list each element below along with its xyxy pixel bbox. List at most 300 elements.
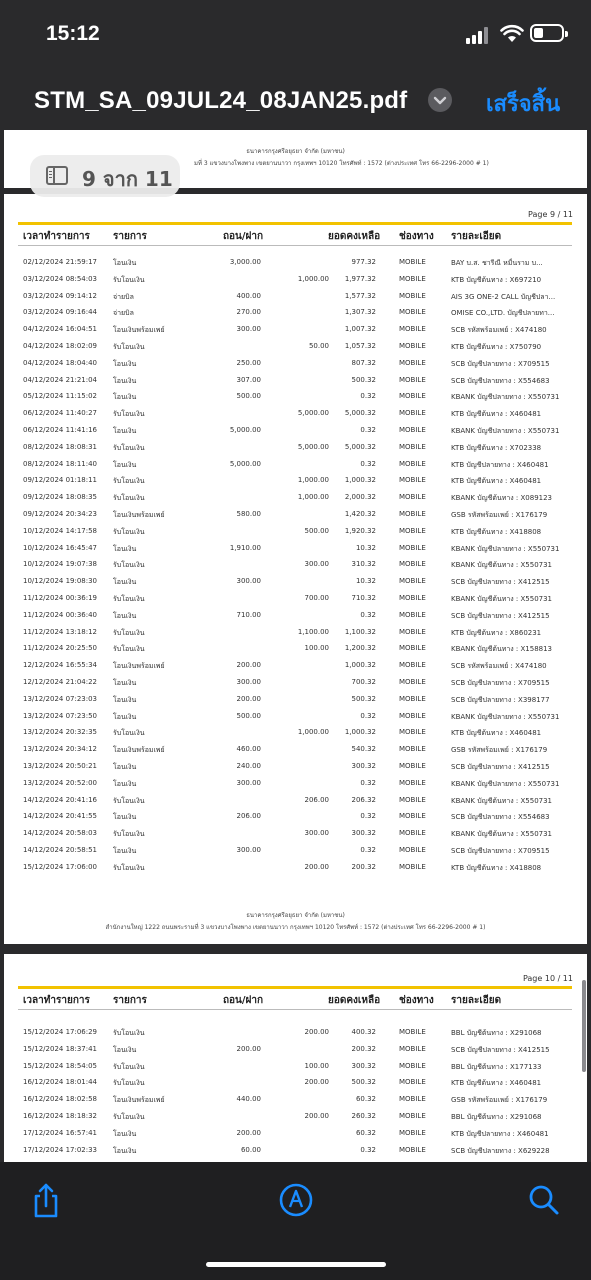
cell-det: SCB บัญชีปลายทาง : X709515 (451, 679, 550, 687)
markup-pen-icon (276, 1180, 316, 1220)
page-number: Page 10 / 11 (522, 974, 573, 983)
cell-ch: MOBILE (399, 711, 426, 720)
cell-out: 270.00 (236, 308, 261, 317)
cell-type: โอนเงิน (113, 763, 137, 771)
cell-in: 200.00 (304, 1078, 329, 1087)
cell-ch: MOBILE (399, 644, 426, 653)
table-row (18, 691, 572, 707)
cell-out: 440.00 (236, 1095, 261, 1104)
cell-bal: 1,307.32 (344, 308, 376, 317)
table-row (18, 254, 572, 270)
table-row (18, 405, 572, 421)
done-button[interactable]: เสร็จสิ้น (486, 91, 561, 116)
cell-type: รับโอนเงิน (113, 595, 145, 603)
cell-date: 05/12/2024 11:15:02 (23, 392, 98, 401)
col-header-type: รายการ (113, 995, 147, 1006)
cell-date: 09/12/2024 01:18:11 (23, 476, 98, 485)
cell-bal: 1,057.32 (344, 342, 376, 350)
cell-date: 11/12/2024 00:36:40 (23, 610, 98, 619)
cell-ch: MOBILE (399, 493, 426, 502)
cell-ch: MOBILE (399, 1145, 426, 1154)
cell-ch: MOBILE (399, 1078, 426, 1087)
table-row (18, 724, 572, 740)
cell-ch: MOBILE (399, 1028, 426, 1036)
table-row (18, 1024, 572, 1040)
cell-date: 13/12/2024 07:23:03 (23, 694, 98, 703)
cell-in: 5,000.00 (297, 409, 329, 418)
cell-ch: MOBILE (399, 375, 426, 384)
cell-ch: MOBILE (399, 1061, 426, 1070)
cell-ch: MOBILE (399, 627, 426, 636)
cell-ch: MOBILE (399, 426, 426, 434)
cell-det: BBL บัญชีต้นทาง : X291068 (451, 1029, 542, 1037)
cell-in: 50.00 (308, 342, 329, 350)
cell-det: SCB รหัสพร้อมเพย์ : X474180 (451, 326, 547, 335)
cell-ch: MOBILE (399, 291, 426, 300)
cell-out: 300.00 (236, 325, 261, 334)
cell-bal: 300.32 (351, 1061, 376, 1070)
cell-det: SCB รหัสพร้อมเพย์ : X474180 (451, 662, 547, 671)
pdf-page-9 (4, 194, 587, 944)
markup-button[interactable] (276, 1180, 316, 1220)
cell-bal: 0.32 (360, 711, 376, 720)
table-row (18, 708, 572, 724)
cell-date: 11/12/2024 20:25:50 (23, 644, 98, 653)
cell-date: 04/12/2024 21:21:04 (23, 375, 98, 384)
cell-type: โอนเงิน (113, 813, 137, 822)
cell-date: 14/12/2024 20:41:55 (23, 812, 98, 821)
cell-out: 250.00 (236, 358, 261, 367)
table-row (18, 1058, 572, 1074)
cell-in: 300.00 (304, 560, 329, 569)
cell-det: KTB บัญชีต้นทาง : X460481 (451, 477, 542, 486)
cell-bal: 0.32 (360, 812, 376, 821)
table-row (18, 271, 572, 287)
page-indicator-label: 9 จาก 11 (82, 167, 173, 191)
cell-bal: 400.32 (351, 1028, 376, 1036)
cell-det: KTB บัญชีต้นทาง : X702338 (451, 443, 542, 452)
cell-type: โอนเงิน (113, 578, 137, 587)
cell-type: โอนเงิน (113, 393, 137, 402)
cell-det: KTB บัญชีปลายทาง : X460481 (451, 1129, 549, 1138)
pdf-viewer[interactable] (0, 130, 591, 1162)
cell-out: 5,000.00 (229, 459, 261, 468)
cell-out: 300.00 (236, 678, 261, 686)
cell-ch: MOBILE (399, 661, 426, 670)
cell-det: KBANK บัญชีปลายทาง : X550731 (451, 544, 560, 553)
cell-out: 307.00 (236, 375, 261, 384)
table-row (18, 640, 572, 656)
cell-type: รับโอนเงิน (113, 343, 145, 351)
cell-type: โอนเงิน (113, 544, 137, 553)
table-row (18, 1108, 572, 1124)
cell-type: โอนเงิน (113, 376, 137, 385)
cell-in: 100.00 (304, 644, 329, 653)
cell-bal: 977.32 (351, 258, 376, 266)
cell-det: KBANK บัญชีต้นทาง : X550731 (451, 830, 553, 839)
home-indicator[interactable] (206, 1262, 386, 1267)
cell-type: รับโอนเงิน (113, 494, 145, 503)
cell-bal: 500.32 (351, 375, 376, 384)
cell-out: 1,910.00 (229, 543, 261, 552)
cell-ch: MOBILE (399, 1112, 426, 1120)
cell-det: KTB บัญชีต้นทาง : X750790 (451, 343, 542, 351)
cell-date: 13/12/2024 20:34:12 (23, 745, 98, 754)
cell-bal: 0.32 (360, 778, 376, 787)
cell-det: SCB บัญชีปลายทาง : X412515 (451, 1045, 550, 1054)
search-icon (524, 1180, 564, 1220)
table-row (18, 624, 572, 640)
share-button[interactable] (26, 1180, 66, 1220)
cell-type: โอนเงิน (113, 427, 137, 435)
cell-ch: MOBILE (399, 610, 426, 619)
table-row (18, 304, 572, 320)
table-row (18, 1125, 572, 1141)
cell-ch: MOBILE (399, 778, 426, 787)
page-footer-bank-name: ธนาคารกรุงศรีอยุธยา จำกัด (มหาชน) (246, 148, 345, 155)
cell-out: 206.00 (236, 812, 261, 821)
cell-bal: 0.32 (360, 846, 376, 854)
cell-type: โอนเงิน (113, 1129, 137, 1138)
cell-bal: 807.32 (351, 358, 376, 367)
col-header-balance: ยอดคงเหลือ (328, 995, 381, 1006)
cell-ch: MOBILE (399, 560, 426, 569)
cell-type: รับโอนเงิน (113, 477, 145, 486)
table-row (18, 1041, 572, 1057)
col-header-time: เวลาทำรายการ (23, 995, 90, 1006)
table-row (18, 674, 572, 690)
cell-bal: 5,000.32 (344, 409, 376, 418)
cell-in: 200.00 (304, 1112, 329, 1120)
cell-in: 206.00 (304, 795, 329, 804)
cell-det: KTB บัญชีต้นทาง : X860231 (451, 628, 542, 637)
cell-det: SCB บัญชีปลายทาง : X398177 (451, 695, 550, 704)
cell-date: 15/12/2024 18:54:05 (23, 1061, 98, 1070)
cell-date: 12/12/2024 21:04:22 (23, 678, 98, 686)
cell-ch: MOBILE (399, 476, 426, 485)
cell-bal: 1,977.32 (344, 274, 376, 283)
cell-type: จ่ายบิล (113, 309, 134, 318)
cell-bal: 310.32 (351, 560, 376, 569)
cell-date: 13/12/2024 20:52:00 (23, 778, 98, 787)
cell-out: 200.00 (236, 1044, 261, 1053)
cell-ch: MOBILE (399, 274, 426, 283)
cell-det: KBANK บัญชีปลายทาง : X550731 (451, 393, 560, 402)
cell-ch: MOBILE (399, 862, 426, 871)
cell-ch: MOBILE (399, 325, 426, 334)
cell-bal: 500.32 (351, 1078, 376, 1087)
cell-ch: MOBILE (399, 258, 426, 266)
cell-ch: MOBILE (399, 1095, 426, 1104)
cell-date: 04/12/2024 18:02:09 (23, 342, 98, 350)
cell-type: รับโอนเงิน (113, 410, 145, 419)
cell-bal: 1,920.32 (344, 526, 376, 535)
table-row (18, 825, 572, 841)
wifi-icon (500, 24, 524, 44)
cell-out: 300.00 (236, 577, 261, 586)
cell-ch: MOBILE (399, 829, 426, 838)
cell-type: โอนเงินพร้อมเพย์ (113, 746, 165, 755)
cell-date: 11/12/2024 00:36:19 (23, 594, 98, 602)
cell-type: รับโอนเงิน (113, 645, 145, 654)
cell-det: KBANK บัญชีปลายทาง : X550731 (451, 427, 560, 435)
cell-out: 200.00 (236, 1128, 261, 1137)
cell-date: 04/12/2024 16:04:51 (23, 325, 98, 334)
cell-date: 16/12/2024 18:02:58 (23, 1095, 98, 1104)
search-button[interactable] (524, 1180, 564, 1220)
cell-ch: MOBILE (399, 812, 426, 821)
cell-date: 15/12/2024 17:06:00 (23, 862, 98, 871)
cell-bal: 206.32 (351, 795, 376, 804)
cell-date: 15/12/2024 18:37:41 (23, 1044, 98, 1053)
table-row (18, 523, 572, 539)
cell-bal: 10.32 (355, 543, 376, 552)
cell-date: 10/12/2024 16:45:47 (23, 543, 98, 552)
page-footer-address: มที่ 3 แขวงบางโพงพาง เขตยานนาวา กรุงเทพฯ 10120 โทรศัพท์ : 1572 (ต่างประเทศ โทร 66-2296-2000 # 1) (194, 160, 489, 167)
cell-out: 710.00 (236, 610, 261, 619)
cell-type: รับโอนเงิน (113, 1062, 145, 1071)
cell-ch: MOBILE (399, 745, 426, 754)
table-row (18, 338, 572, 354)
page-footer-bank-name: ธนาคารกรุงศรีอยุธยา จำกัด (มหาชน) (246, 912, 345, 919)
cell-bal: 0.32 (360, 426, 376, 434)
cell-ch: MOBILE (399, 594, 426, 602)
cell-type: โอนเงิน (113, 779, 137, 788)
cell-det: SCB บัญชีปลายทาง : X629228 (451, 1146, 550, 1155)
cell-out: 300.00 (236, 778, 261, 787)
document-title[interactable]: STM_SA_09JUL24_08JAN25.pdf (34, 87, 408, 114)
cell-ch: MOBILE (399, 846, 426, 854)
cell-date: 10/12/2024 19:07:38 (23, 560, 98, 569)
cell-type: โอนเงิน (113, 712, 137, 721)
cell-in: 1,000.00 (297, 274, 329, 283)
cell-date: 14/12/2024 20:58:03 (23, 829, 98, 838)
table-row (18, 388, 572, 404)
cell-out: 200.00 (236, 694, 261, 703)
cell-type: รับโอนเงิน (113, 561, 145, 570)
cell-date: 03/12/2024 09:14:12 (23, 291, 98, 300)
table-row (18, 456, 572, 472)
sidebar-icon (46, 166, 68, 185)
cell-date: 13/12/2024 20:50:21 (23, 762, 98, 770)
cell-ch: MOBILE (399, 358, 426, 367)
cell-bal: 200.32 (351, 862, 376, 871)
cell-det: OMISE CO.,LTD. บัญชีปลายทา... (451, 309, 555, 318)
cell-date: 16/12/2024 18:01:44 (23, 1078, 98, 1087)
cell-date: 13/12/2024 07:23:50 (23, 711, 98, 720)
page-footer-address: สำนักงานใหญ่ 1222 ถนนพระรามที่ 3 แขวงบางโพงพาง เขตยานนาวา กรุงเทพฯ 10120 โทรศัพท์ : 1572 (ต่างประเทศ โทร 66-2296-2000 # 1) (105, 924, 486, 931)
cell-type: รับโอนเงิน (113, 628, 145, 637)
cell-date: 10/12/2024 14:17:58 (23, 526, 98, 535)
cell-type: โอนเงิน (113, 679, 137, 687)
table-row (18, 758, 572, 774)
cell-date: 13/12/2024 20:32:35 (23, 728, 98, 737)
cell-bal: 5,000.32 (344, 442, 376, 451)
table-row (18, 506, 572, 522)
table-row (18, 1074, 572, 1090)
cell-type: รับโอนเงิน (113, 729, 145, 738)
cell-type: รับโอนเงิน (113, 830, 145, 839)
cell-type: โอนเงินพร้อมเพย์ (113, 1096, 165, 1105)
table-row (18, 556, 572, 572)
table-row (18, 321, 572, 337)
cell-det: KTB บัญชีปลายทาง : X460481 (451, 460, 549, 469)
table-row (18, 1091, 572, 1107)
cell-date: 06/12/2024 11:40:27 (23, 409, 98, 418)
table-row (18, 472, 572, 488)
cell-ch: MOBILE (399, 308, 426, 317)
cell-type: โอนเงินพร้อมเพย์ (113, 326, 165, 335)
cell-det: SCB บัญชีปลายทาง : X554683 (451, 813, 550, 822)
cell-det: GSB รหัสพร้อมเพย์ : X176179 (451, 1096, 548, 1105)
cell-ch: MOBILE (399, 526, 426, 535)
cell-ch: MOBILE (399, 678, 426, 686)
cell-out: 3,000.00 (229, 258, 261, 266)
cellular-signal-icon (466, 26, 492, 44)
cell-bal: 1,100.32 (344, 627, 376, 636)
battery-icon (530, 24, 564, 42)
cell-type: รับโอนเงิน (113, 796, 145, 805)
cell-in: 1,000.00 (297, 493, 329, 502)
cell-bal: 1,000.32 (344, 661, 376, 670)
table-row (18, 741, 572, 757)
pdf-page-10 (4, 954, 587, 1162)
cell-out: 240.00 (236, 762, 261, 770)
table-row (18, 859, 572, 875)
cell-in: 200.00 (304, 862, 329, 871)
table-row (18, 489, 572, 505)
cell-type: โอนเงินพร้อมเพย์ (113, 511, 165, 519)
cell-date: 03/12/2024 09:16:44 (23, 308, 98, 317)
table-row (18, 792, 572, 808)
col-header-type: รายการ (113, 231, 147, 242)
cell-det: BAY บ.ส. ชารีณี หมื่นราม บ... (451, 259, 543, 267)
cell-date: 15/12/2024 17:06:29 (23, 1028, 98, 1036)
cell-date: 17/12/2024 16:57:41 (23, 1128, 98, 1137)
cell-det: SCB บัญชีปลายทาง : X412515 (451, 611, 550, 620)
cell-bal: 1,420.32 (344, 510, 376, 518)
col-header-channel: ช่องทาง (399, 995, 434, 1006)
cell-type: โอนเงิน (113, 460, 137, 469)
page-indicator[interactable] (30, 155, 180, 197)
table-row (18, 808, 572, 824)
col-header-detail: รายละเอียด (451, 231, 502, 242)
cell-det: KTB บัญชีต้นทาง : X418808 (451, 527, 542, 536)
cell-out: 60.00 (240, 1145, 261, 1154)
nav-bar (0, 72, 591, 128)
table-row (18, 590, 572, 606)
share-icon (26, 1180, 66, 1220)
cell-date: 09/12/2024 20:34:23 (23, 510, 98, 518)
title-menu-button[interactable] (428, 88, 452, 112)
chevron-down-icon (428, 88, 452, 112)
table-row (18, 439, 572, 455)
cell-bal: 0.32 (360, 392, 376, 401)
cell-bal: 700.32 (351, 678, 376, 686)
cell-type: โอนเงิน (113, 359, 137, 368)
cell-ch: MOBILE (399, 543, 426, 552)
cell-ch: MOBILE (399, 409, 426, 418)
cell-type: รับโอนเงิน (113, 863, 145, 872)
col-header-amount: ถอน/ฝาก (223, 231, 264, 242)
cell-type: โอนเงิน (113, 847, 137, 855)
cell-date: 14/12/2024 20:58:51 (23, 846, 98, 854)
cell-bal: 1,577.32 (344, 291, 376, 300)
cell-in: 200.00 (304, 1028, 329, 1036)
cell-type: โอนเงิน (113, 695, 137, 704)
table-header (18, 222, 572, 246)
cell-bal: 300.32 (351, 829, 376, 838)
cell-out: 580.00 (236, 510, 261, 518)
cell-date: 11/12/2024 13:18:12 (23, 627, 98, 636)
cell-det: KTB บัญชีต้นทาง : X460481 (451, 410, 542, 419)
cell-ch: MOBILE (399, 342, 426, 350)
cell-bal: 1,000.32 (344, 476, 376, 485)
cell-type: โอนเงิน (113, 1146, 137, 1155)
cell-det: KBANK บัญชีต้นทาง : X550731 (451, 561, 553, 570)
cell-ch: MOBILE (399, 577, 426, 586)
cell-bal: 1,000.32 (344, 728, 376, 737)
cell-in: 100.00 (304, 1061, 329, 1070)
cell-type: รับโอนเงิน (113, 1029, 145, 1037)
cell-det: KTB บัญชีต้นทาง : X460481 (451, 729, 542, 738)
cell-in: 1,000.00 (297, 476, 329, 485)
cell-date: 14/12/2024 20:41:16 (23, 795, 98, 804)
cell-bal: 10.32 (355, 577, 376, 586)
cell-date: 16/12/2024 18:18:32 (23, 1112, 98, 1120)
cell-date: 08/12/2024 18:11:40 (23, 459, 98, 468)
cell-bal: 60.32 (355, 1128, 376, 1137)
table-row (18, 288, 572, 304)
cell-bal: 1,200.32 (344, 644, 376, 653)
cell-ch: MOBILE (399, 795, 426, 804)
table-row (18, 372, 572, 388)
page-number: Page 9 / 11 (528, 210, 573, 219)
table-row (18, 657, 572, 673)
col-header-time: เวลาทำรายการ (23, 231, 90, 242)
cell-ch: MOBILE (399, 1044, 426, 1053)
cell-det: KTB บัญชีต้นทาง : X418808 (451, 863, 542, 872)
col-header-channel: ช่องทาง (399, 231, 434, 242)
table-row (18, 573, 572, 589)
cell-det: SCB บัญชีปลายทาง : X554683 (451, 376, 550, 385)
cell-bal: 260.32 (351, 1112, 376, 1120)
cell-ch: MOBILE (399, 728, 426, 737)
cell-type: รับโอนเงิน (113, 275, 145, 284)
cell-type: โอนเงิน (113, 1045, 137, 1054)
cell-date: 06/12/2024 11:41:16 (23, 426, 98, 434)
cell-date: 03/12/2024 08:54:03 (23, 274, 98, 283)
cell-bal: 300.32 (351, 762, 376, 770)
table-row (18, 540, 572, 556)
cell-in: 500.00 (304, 526, 329, 535)
cell-out: 500.00 (236, 392, 261, 401)
cell-out: 400.00 (236, 291, 261, 300)
cell-date: 08/12/2024 18:08:31 (23, 442, 98, 451)
cell-date: 09/12/2024 18:08:35 (23, 493, 98, 502)
cell-type: โอนเงิน (113, 259, 137, 267)
cell-ch: MOBILE (399, 459, 426, 468)
cell-type: จ่ายบิล (113, 292, 134, 301)
scrollbar[interactable] (582, 980, 586, 1072)
col-header-balance: ยอดคงเหลือ (328, 231, 381, 242)
cell-out: 500.00 (236, 711, 261, 720)
cell-type: รับโอนเงิน (113, 1079, 145, 1088)
cell-date: 04/12/2024 18:04:40 (23, 358, 98, 367)
table-row (18, 1142, 572, 1158)
cell-det: KBANK บัญชีต้นทาง : X550731 (451, 796, 553, 805)
cell-type: โอนเงินพร้อมเพย์ (113, 662, 165, 671)
